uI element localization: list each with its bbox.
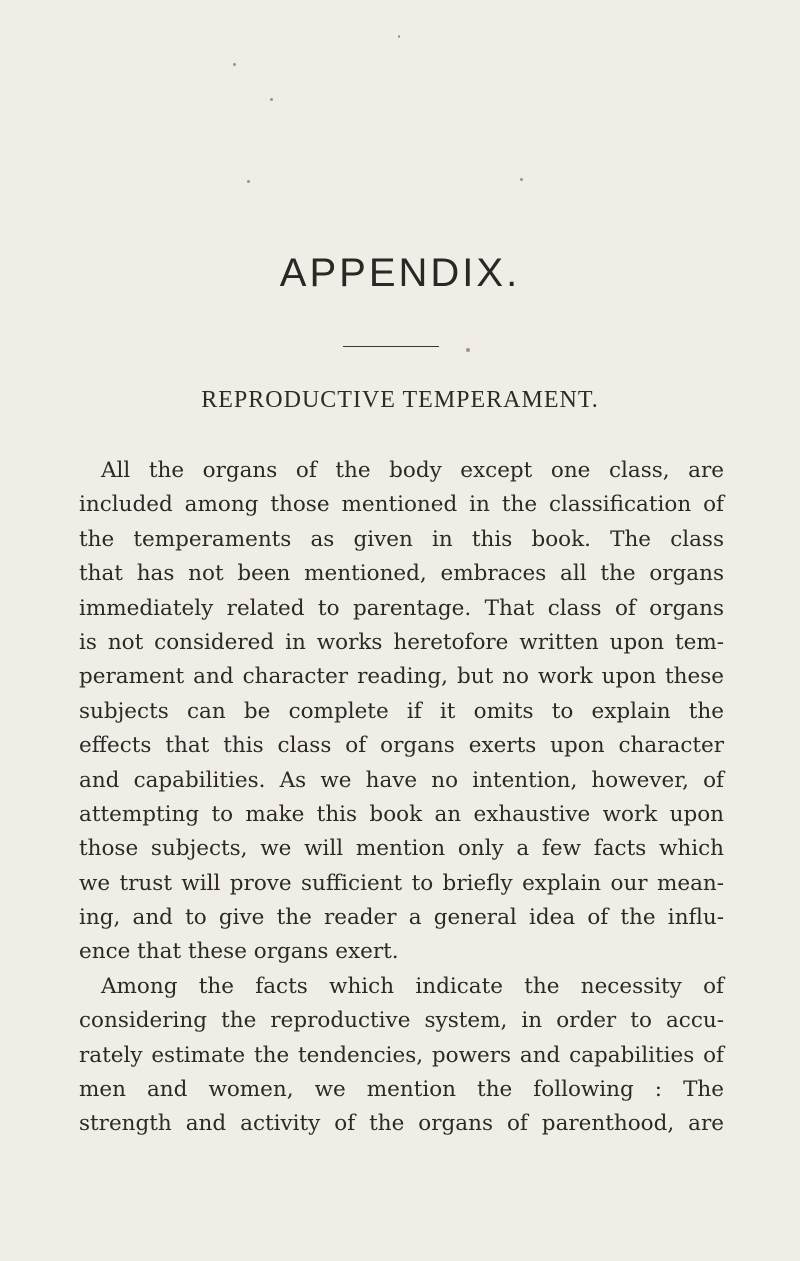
- print-speck: [233, 63, 236, 66]
- text-line: considering the reproductive system, in order to accu-: [79, 1008, 724, 1034]
- appendix-heading: APPENDIX.: [279, 251, 521, 295]
- heading-rule: [343, 346, 439, 347]
- text-line: those subjects, we will mention only a few facts which: [79, 836, 724, 862]
- text-line: Among the facts which indicate the necessity of: [101, 973, 724, 999]
- text-line: that has not been mentioned, embraces all the organs: [79, 561, 724, 587]
- text-line: and capabilities. As we have no intention, however, of: [79, 767, 724, 793]
- text-line: immediately related to parentage. That class of organs: [79, 595, 724, 621]
- print-speck: [520, 178, 523, 181]
- text-line: effects that this class of organs exerts upon character: [79, 733, 724, 759]
- section-subheading: REPRODUCTIVE TEMPERAMENT.: [201, 387, 599, 413]
- text-line: attempting to make this book an exhaustive work upon: [79, 801, 724, 827]
- text-line: perament and character reading, but no work upon these: [79, 664, 724, 690]
- print-speck: [270, 98, 273, 101]
- text-line: ing, and to give the reader a general idea of the influ-: [79, 905, 724, 931]
- paragraph-1: [79, 454, 724, 970]
- text-line: is not considered in works heretofore written upon tem-: [79, 629, 724, 655]
- text-line: All the organs of the body except one class, are: [101, 458, 724, 483]
- text-line: strength and activity of the organs of parenthood, are: [79, 1111, 724, 1137]
- text-line: the temperaments as given in this book. The class: [79, 526, 724, 552]
- text-line: rately estimate the tendencies, powers and capabilities of: [79, 1042, 724, 1068]
- paragraph-2: [79, 970, 724, 1142]
- text-line: ence that these organs exert.: [79, 939, 399, 965]
- text-line: subjects can be complete if it omits to explain the: [79, 698, 724, 724]
- print-speck: [466, 348, 470, 352]
- text-line: included among those mentioned in the classification of: [79, 492, 724, 518]
- print-speck: [247, 180, 250, 183]
- text-line: men and women, we mention the following : The: [79, 1077, 724, 1103]
- print-speck: [398, 35, 400, 38]
- body-text: [79, 454, 724, 1142]
- text-line: we trust will prove sufficient to briefly explain our mean-: [79, 870, 724, 896]
